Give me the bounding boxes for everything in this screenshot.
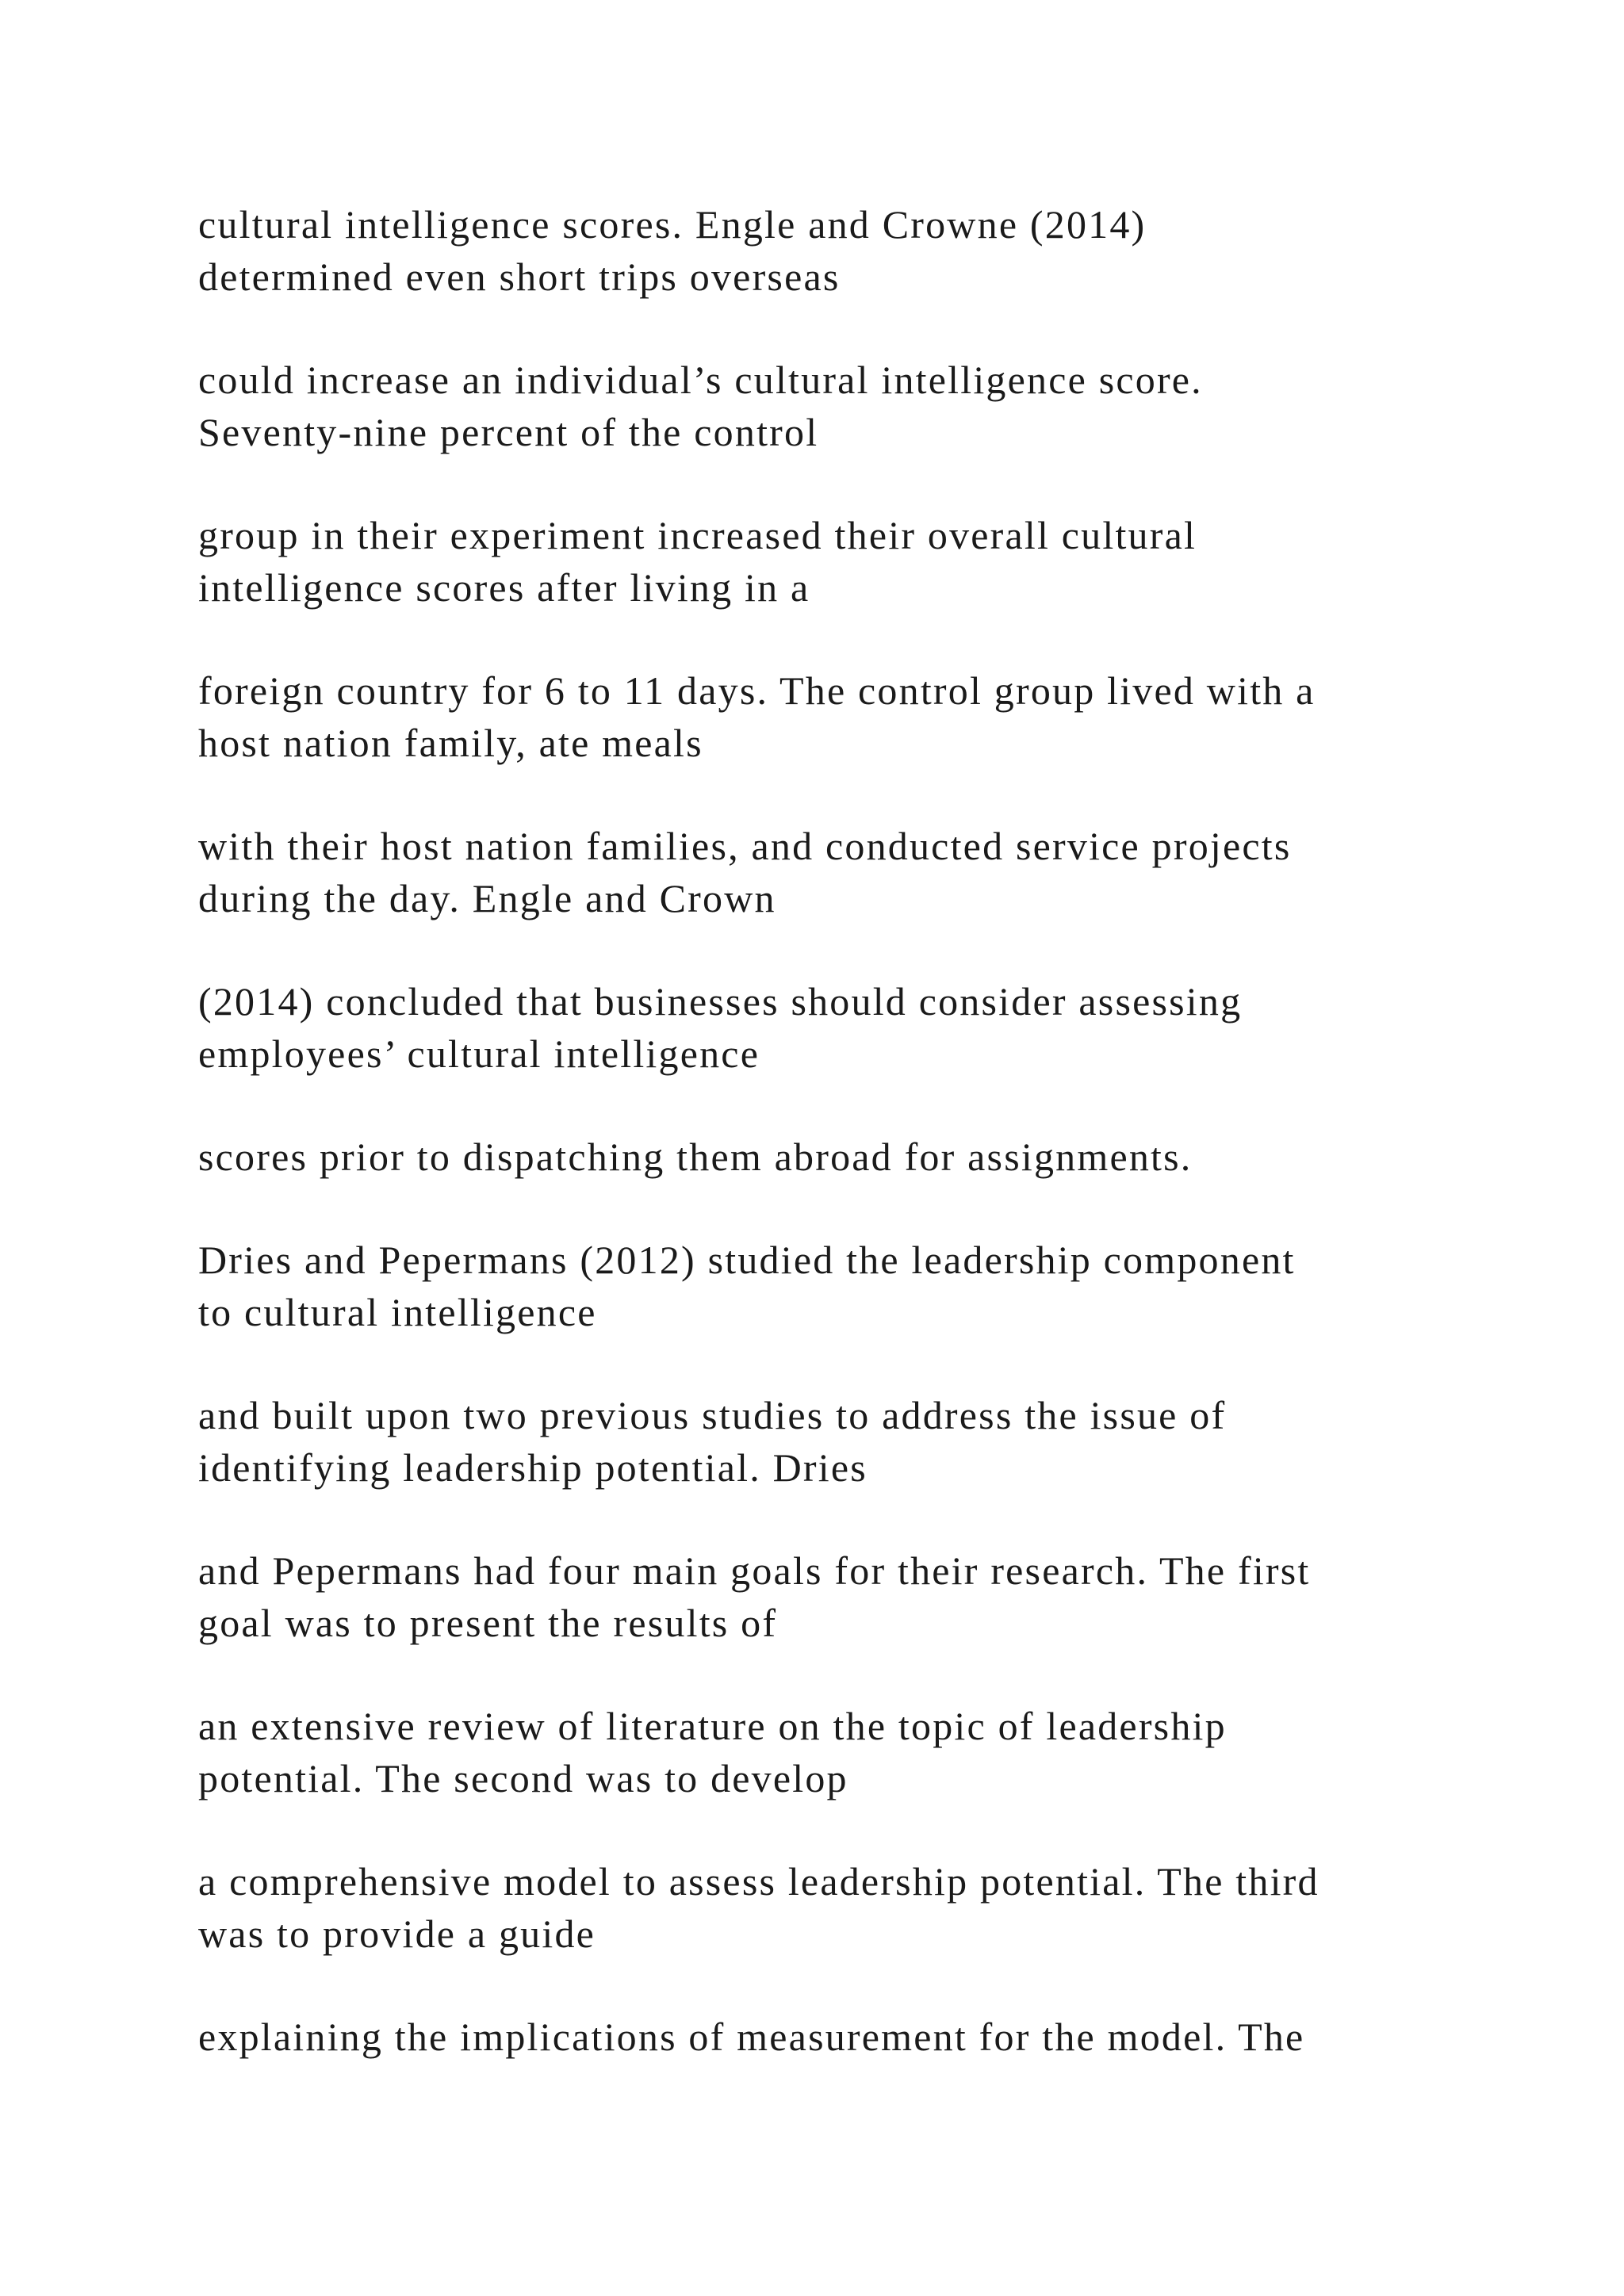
paragraph-10 (198, 1544, 1451, 1649)
paragraph-8 (198, 1234, 1451, 1338)
text-line: and built upon two previous studies to address the issue of (198, 1393, 1227, 1437)
text-line: group in their experiment increased their overall cultural (198, 513, 1197, 557)
paragraph-1 (198, 198, 1451, 303)
text-line: was to provide a guide (198, 1911, 596, 1956)
text-line: host nation family, ate meals (198, 721, 703, 765)
paragraph-4 (198, 664, 1451, 769)
text-line: goal was to present the results of (198, 1601, 778, 1645)
paragraph-11 (198, 1700, 1451, 1804)
paragraph-9 (198, 1389, 1451, 1494)
text-line: to cultural intelligence (198, 1290, 597, 1334)
text-line: an extensive review of literature on the topic of leadership (198, 1704, 1227, 1748)
text-line: Seventy-nine percent of the control (198, 410, 819, 454)
paragraph-7 (198, 1131, 1451, 1183)
text-line: and Pepermans had four main goals for their research. The first (198, 1548, 1311, 1593)
text-line: (2014) concluded that businesses should consider assessing (198, 979, 1243, 1024)
text-line: determined even short trips overseas (198, 254, 841, 299)
document-body (198, 198, 1451, 2114)
text-line: with their host nation families, and conducted service projects (198, 824, 1292, 868)
text-line: explaining the implications of measurement for the model. The (198, 2015, 1305, 2059)
text-line: could increase an individual’s cultural intelligence score. (198, 358, 1203, 402)
text-line: foreign country for 6 to 11 days. The control group lived with a (198, 668, 1316, 713)
paragraph-6 (198, 975, 1451, 1080)
paragraph-13 (198, 2011, 1451, 2063)
text-line: identifying leadership potential. Dries (198, 1445, 868, 1490)
text-line: employees’ cultural intelligence (198, 1031, 760, 1076)
text-line: cultural intelligence scores. Engle and Crowne (2014) (198, 202, 1147, 247)
paragraph-2 (198, 354, 1451, 458)
paragraph-5 (198, 820, 1451, 924)
text-line: intelligence scores after living in a (198, 565, 810, 610)
text-line: during the day. Engle and Crown (198, 876, 776, 920)
text-line: scores prior to dispatching them abroad for assignments. (198, 1135, 1193, 1179)
text-line: a comprehensive model to assess leadership potential. The third (198, 1859, 1320, 1904)
text-line: potential. The second was to develop (198, 1756, 848, 1800)
text-line: Dries and Pepermans (2012) studied the leadership component (198, 1238, 1296, 1282)
paragraph-3 (198, 509, 1451, 614)
paragraph-12 (198, 1855, 1451, 1960)
